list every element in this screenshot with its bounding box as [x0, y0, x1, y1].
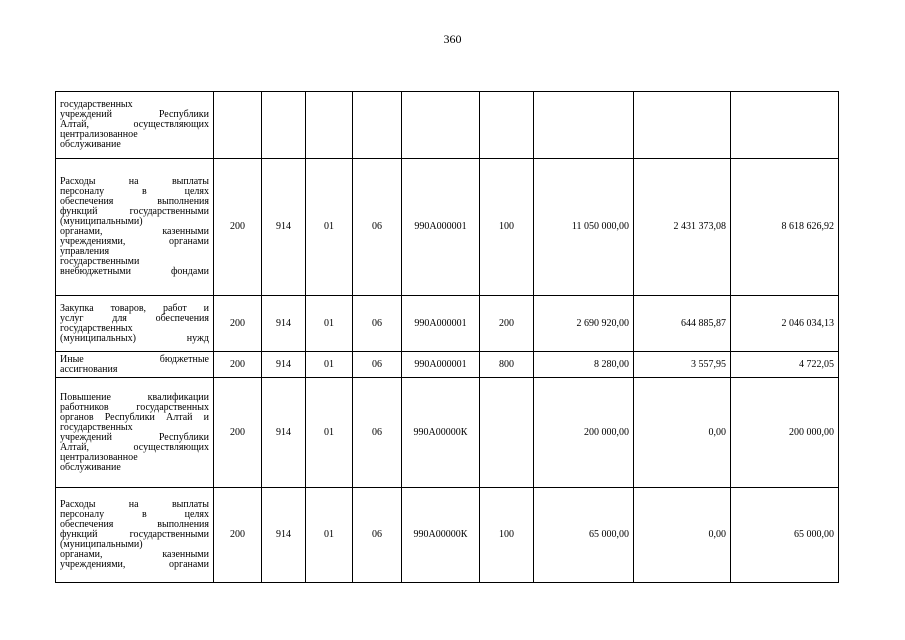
name-line: учреждений Республики [60, 431, 209, 443]
name-line: обеспечения выполнения [60, 196, 209, 207]
name-line: Закупка товаров, работ и [60, 302, 209, 314]
name-line: государственными [60, 256, 140, 267]
name-line: централизованное [60, 451, 138, 463]
cell-plan: 11 050 000,00 [534, 159, 634, 296]
cell-pr: 06 [353, 352, 402, 378]
name-line: обслуживание [60, 139, 121, 150]
cell-plan: 65 000,00 [534, 488, 634, 583]
name-line: (муниципальными) [60, 216, 143, 227]
cell-rz: 01 [306, 159, 353, 296]
name-line: персоналу в целях [60, 509, 209, 520]
cell-name [56, 378, 214, 488]
cell-vr: 200 [480, 296, 534, 352]
name-line: органами, казенными [60, 226, 209, 237]
name-line: учреждениями, органами [60, 236, 209, 247]
name-line: Алтай, осуществляющих [60, 441, 209, 453]
cell-csr: 990А000001 [402, 159, 480, 296]
cell-pr: 06 [353, 296, 402, 352]
cell-ved: 914 [262, 378, 306, 488]
name-line: работников государственных [60, 401, 209, 413]
name-line: органов Республики Алтай и [60, 411, 209, 423]
cell-grbs: 200 [214, 378, 262, 488]
cell-ved [262, 92, 306, 159]
cell-name [56, 159, 214, 296]
cell-remainder: 65 000,00 [731, 488, 839, 583]
cell-pr: 06 [353, 378, 402, 488]
cell-csr: 990А00000К [402, 488, 480, 583]
table-row [56, 378, 839, 488]
name-line: обеспечения выполнения [60, 519, 209, 530]
cell-executed: 644 885,87 [634, 296, 731, 352]
name-line: (муниципальными) [60, 539, 143, 550]
table-row [56, 488, 839, 583]
name-line: государственных [60, 421, 133, 433]
name-line: Иные бюджетные [60, 353, 209, 365]
cell-executed: 2 431 373,08 [634, 159, 731, 296]
cell-rz: 01 [306, 352, 353, 378]
cell-executed: 0,00 [634, 378, 731, 488]
cell-executed: 3 557,95 [634, 352, 731, 378]
cell-remainder [731, 92, 839, 159]
cell-ved: 914 [262, 296, 306, 352]
name-line: Расходы на выплаты [60, 499, 209, 510]
name-line: управления [60, 246, 110, 257]
name-line: персоналу в целях [60, 186, 209, 197]
table-row [56, 352, 839, 378]
cell-csr [402, 92, 480, 159]
cell-name [56, 296, 214, 352]
cell-plan: 2 690 920,00 [534, 296, 634, 352]
cell-pr: 06 [353, 159, 402, 296]
cell-plan [534, 92, 634, 159]
cell-vr [480, 92, 534, 159]
cell-vr: 100 [480, 488, 534, 583]
cell-csr: 990А000001 [402, 296, 480, 352]
cell-rz: 01 [306, 296, 353, 352]
name-line: государственных [60, 99, 133, 110]
name-line: учреждениями, органами [60, 559, 209, 570]
name-line: Повышение квалификации [60, 391, 209, 403]
name-line: централизованное [60, 129, 138, 140]
name-line: функций государственными [60, 206, 209, 217]
name-line: внебюджетными фондами [60, 266, 209, 277]
cell-plan: 200 000,00 [534, 378, 634, 488]
name-line: Расходы на выплаты [60, 176, 209, 187]
table-row [56, 92, 839, 159]
name-line: функций государственными [60, 529, 209, 540]
cell-remainder: 8 618 626,92 [731, 159, 839, 296]
cell-vr: 800 [480, 352, 534, 378]
cell-plan: 8 280,00 [534, 352, 634, 378]
name-line: Алтай, осуществляющих [60, 119, 209, 130]
cell-ved: 914 [262, 488, 306, 583]
cell-remainder: 200 000,00 [731, 378, 839, 488]
cell-pr [353, 92, 402, 159]
cell-name [56, 488, 214, 583]
table-row [56, 296, 839, 352]
cell-csr: 990А000001 [402, 352, 480, 378]
cell-vr [480, 378, 534, 488]
cell-ved: 914 [262, 159, 306, 296]
cell-rz: 01 [306, 488, 353, 583]
cell-grbs: 200 [214, 352, 262, 378]
cell-rz: 01 [306, 378, 353, 488]
name-line: услуг для обеспечения [60, 312, 209, 324]
cell-remainder: 4 722,05 [731, 352, 839, 378]
cell-rz [306, 92, 353, 159]
name-line: ассигнования [60, 363, 118, 375]
cell-csr: 990А00000К [402, 378, 480, 488]
name-line: (муниципальных) нужд [60, 332, 209, 344]
cell-grbs: 200 [214, 488, 262, 583]
name-line: государственных [60, 322, 133, 334]
cell-grbs [214, 92, 262, 159]
cell-vr: 100 [480, 159, 534, 296]
page-number: 360 [443, 32, 462, 46]
name-line: учреждений Республики [60, 109, 209, 120]
cell-grbs: 200 [214, 296, 262, 352]
cell-name [56, 352, 214, 378]
name-line: обслуживание [60, 461, 121, 473]
cell-executed: 0,00 [634, 488, 731, 583]
cell-ved: 914 [262, 352, 306, 378]
table-row [56, 159, 839, 296]
budget-table [55, 91, 839, 583]
name-line: органами, казенными [60, 549, 209, 560]
cell-remainder: 2 046 034,13 [731, 296, 839, 352]
cell-pr: 06 [353, 488, 402, 583]
cell-name [56, 92, 214, 159]
cell-grbs: 200 [214, 159, 262, 296]
cell-executed [634, 92, 731, 159]
